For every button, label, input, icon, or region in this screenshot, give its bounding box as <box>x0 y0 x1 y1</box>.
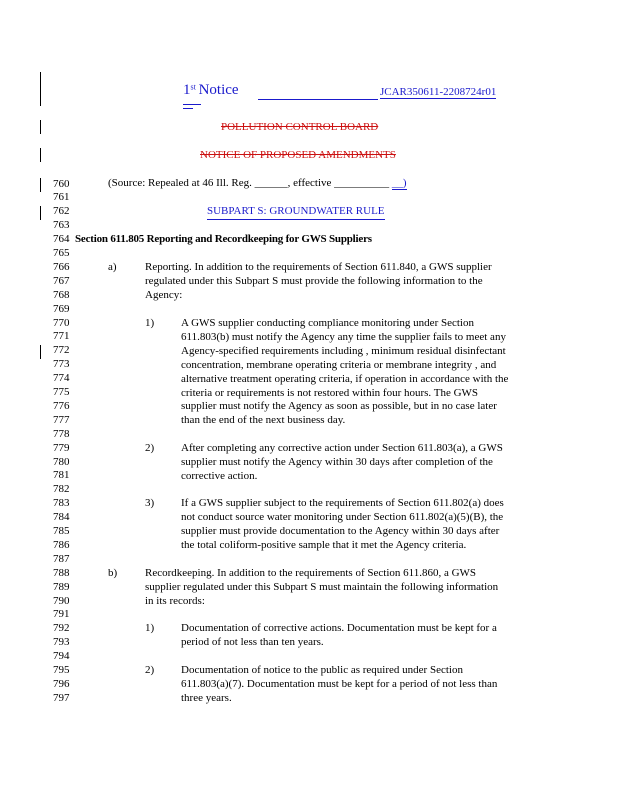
line-number: 793 <box>53 636 70 649</box>
item-a2-text <box>181 442 503 484</box>
item-a2-line: supplier must notify the Agency within 30 days after completion of the <box>181 455 493 468</box>
para-b-line: Recordkeeping. In addition to the requirements of Section 611.860, a GWS <box>145 567 477 579</box>
change-bar <box>40 206 41 220</box>
item-a1-line: 611.803(b) must notify the Agency any time the supplier fails to meet any <box>181 330 506 343</box>
notice-underline-2 <box>183 108 193 109</box>
para-b-label: b) <box>108 567 118 579</box>
item-a1-line: Agency-specified requirements including , minimum residual disinfectant <box>181 344 506 357</box>
item-b2-line: Documentation of notice to the public as required under Section <box>181 664 463 676</box>
subpart-heading: SUBPART S: GROUNDWATER RULE <box>207 205 385 220</box>
line-number: 770 <box>53 316 70 329</box>
item-a1-line: concentration, membrane operating criteria or membrane integrity , and <box>181 358 497 371</box>
item-a1-line: supplier must notify the Agency as soon as possible, but in no case later <box>181 400 497 413</box>
line-number: 781 <box>53 469 70 482</box>
item-a2-line: corrective action. <box>181 469 258 482</box>
line-number: 769 <box>53 302 70 315</box>
notice-number: 1 <box>183 82 191 98</box>
line-number: 794 <box>53 650 70 663</box>
line-number: 763 <box>53 219 70 232</box>
line-number: 778 <box>53 427 70 440</box>
item-a3-line: supplier must provide documentation to the Agency within 30 days after <box>181 524 500 537</box>
item-b1-text <box>181 622 497 650</box>
line-number: 783 <box>53 497 70 510</box>
line-number: 780 <box>53 455 70 468</box>
line-number: 764 <box>53 233 70 246</box>
source-line <box>108 177 407 191</box>
line-number: 760 <box>53 177 70 190</box>
item-a1-line: criteria or requirements is not restored within four hours. The GWS <box>181 386 479 399</box>
line-number: 773 <box>53 358 70 371</box>
line-number: 774 <box>53 372 70 385</box>
change-bar <box>40 345 41 359</box>
notice-type: NOTICE OF PROPOSED AMENDMENTS <box>200 149 396 161</box>
item-a1-label: 1) <box>145 317 155 329</box>
line-number: 765 <box>53 247 70 259</box>
notice-superscript: st <box>190 82 196 92</box>
item-a3-text <box>181 497 504 553</box>
para-a-text <box>145 261 492 303</box>
item-a1-text <box>181 317 508 428</box>
item-b2-line: three years. <box>181 691 232 704</box>
line-number: 775 <box>53 386 70 398</box>
item-b1-label: 1) <box>145 622 155 634</box>
line-number: 768 <box>53 288 70 301</box>
change-bar <box>40 72 41 106</box>
para-b-text <box>145 567 498 609</box>
line-number: 771 <box>53 330 70 343</box>
line-number: 782 <box>53 483 70 496</box>
notice-header <box>183 82 239 99</box>
jcar-code: JCAR350611-2208724r01 <box>380 86 497 98</box>
notice-word: Notice <box>198 82 239 98</box>
item-a3-line: the total coliform-positive sample that it met the Agency criteria. <box>181 538 467 551</box>
item-a2-label: 2) <box>145 442 155 454</box>
item-a2-line: After completing any corrective action under Section 611.803(a), a GWS <box>181 442 503 454</box>
line-number: 779 <box>53 441 70 454</box>
change-bar <box>40 178 41 192</box>
line-number: 777 <box>53 413 70 426</box>
item-a1-line: than the end of the next business day. <box>181 414 346 427</box>
line-number: 767 <box>53 274 70 287</box>
item-a3-line: If a GWS supplier subject to the requirements of Section 611.802(a) does <box>181 497 504 509</box>
para-a-line: Reporting. In addition to the requirements of Section 611.840, a GWS supplier <box>145 261 492 273</box>
item-b2-label: 2) <box>145 664 155 676</box>
item-a3-line: not conduct source water monitoring under Section 611.802(a)(5)(B), the <box>181 510 504 523</box>
para-b-line: in its records: <box>145 594 205 607</box>
line-number: 761 <box>53 191 70 204</box>
line-number: 795 <box>53 664 70 676</box>
line-number: 772 <box>53 344 70 357</box>
line-number: 785 <box>53 525 70 537</box>
line-number: 762 <box>53 205 70 218</box>
para-a-line: regulated under this Subpart S must provide the following information to the <box>145 274 483 287</box>
change-bar <box>40 148 41 162</box>
item-b1-line: Documentation of corrective actions. Documentation must be kept for a <box>181 622 497 634</box>
line-number: 797 <box>53 691 70 704</box>
line-number: 796 <box>53 677 70 690</box>
line-number: 786 <box>53 538 70 551</box>
line-number: 766 <box>53 260 70 273</box>
section-heading: Section 611.805 Reporting and Recordkeeping for GWS Suppliers <box>75 233 372 245</box>
change-bar <box>40 120 41 134</box>
header-rule <box>258 99 378 100</box>
item-b1-line: period of not less than ten years. <box>181 635 324 648</box>
line-number: 787 <box>53 552 70 565</box>
line-number: 790 <box>53 594 70 607</box>
item-b2-text <box>181 664 497 706</box>
line-number: 792 <box>53 622 70 635</box>
para-b-line: supplier regulated under this Subpart S must maintain the following information <box>145 580 499 593</box>
source-tail: __) <box>391 177 407 189</box>
item-a1-line: alternative treatment operating criteria, if operation in accordance with the <box>181 372 509 385</box>
item-a1-line: A GWS supplier conducting compliance monitoring under Section <box>181 317 474 329</box>
line-number: 789 <box>53 580 70 593</box>
item-b2-line: 611.803(a)(7). Documentation must be kept for a period of not less than <box>181 677 498 690</box>
source-text: (Source: Repealed at 46 Ill. Reg. ______, effective __________ <box>108 177 390 189</box>
item-a3-label: 3) <box>145 497 155 509</box>
board-name: POLLUTION CONTROL BOARD <box>221 121 379 133</box>
para-a-label: a) <box>108 261 117 273</box>
line-number: 788 <box>53 566 70 579</box>
line-number: 784 <box>53 511 70 524</box>
line-number: 776 <box>53 399 70 412</box>
line-number: 791 <box>53 608 70 621</box>
para-a-line: Agency: <box>145 288 183 301</box>
notice-underline-1 <box>183 104 201 105</box>
